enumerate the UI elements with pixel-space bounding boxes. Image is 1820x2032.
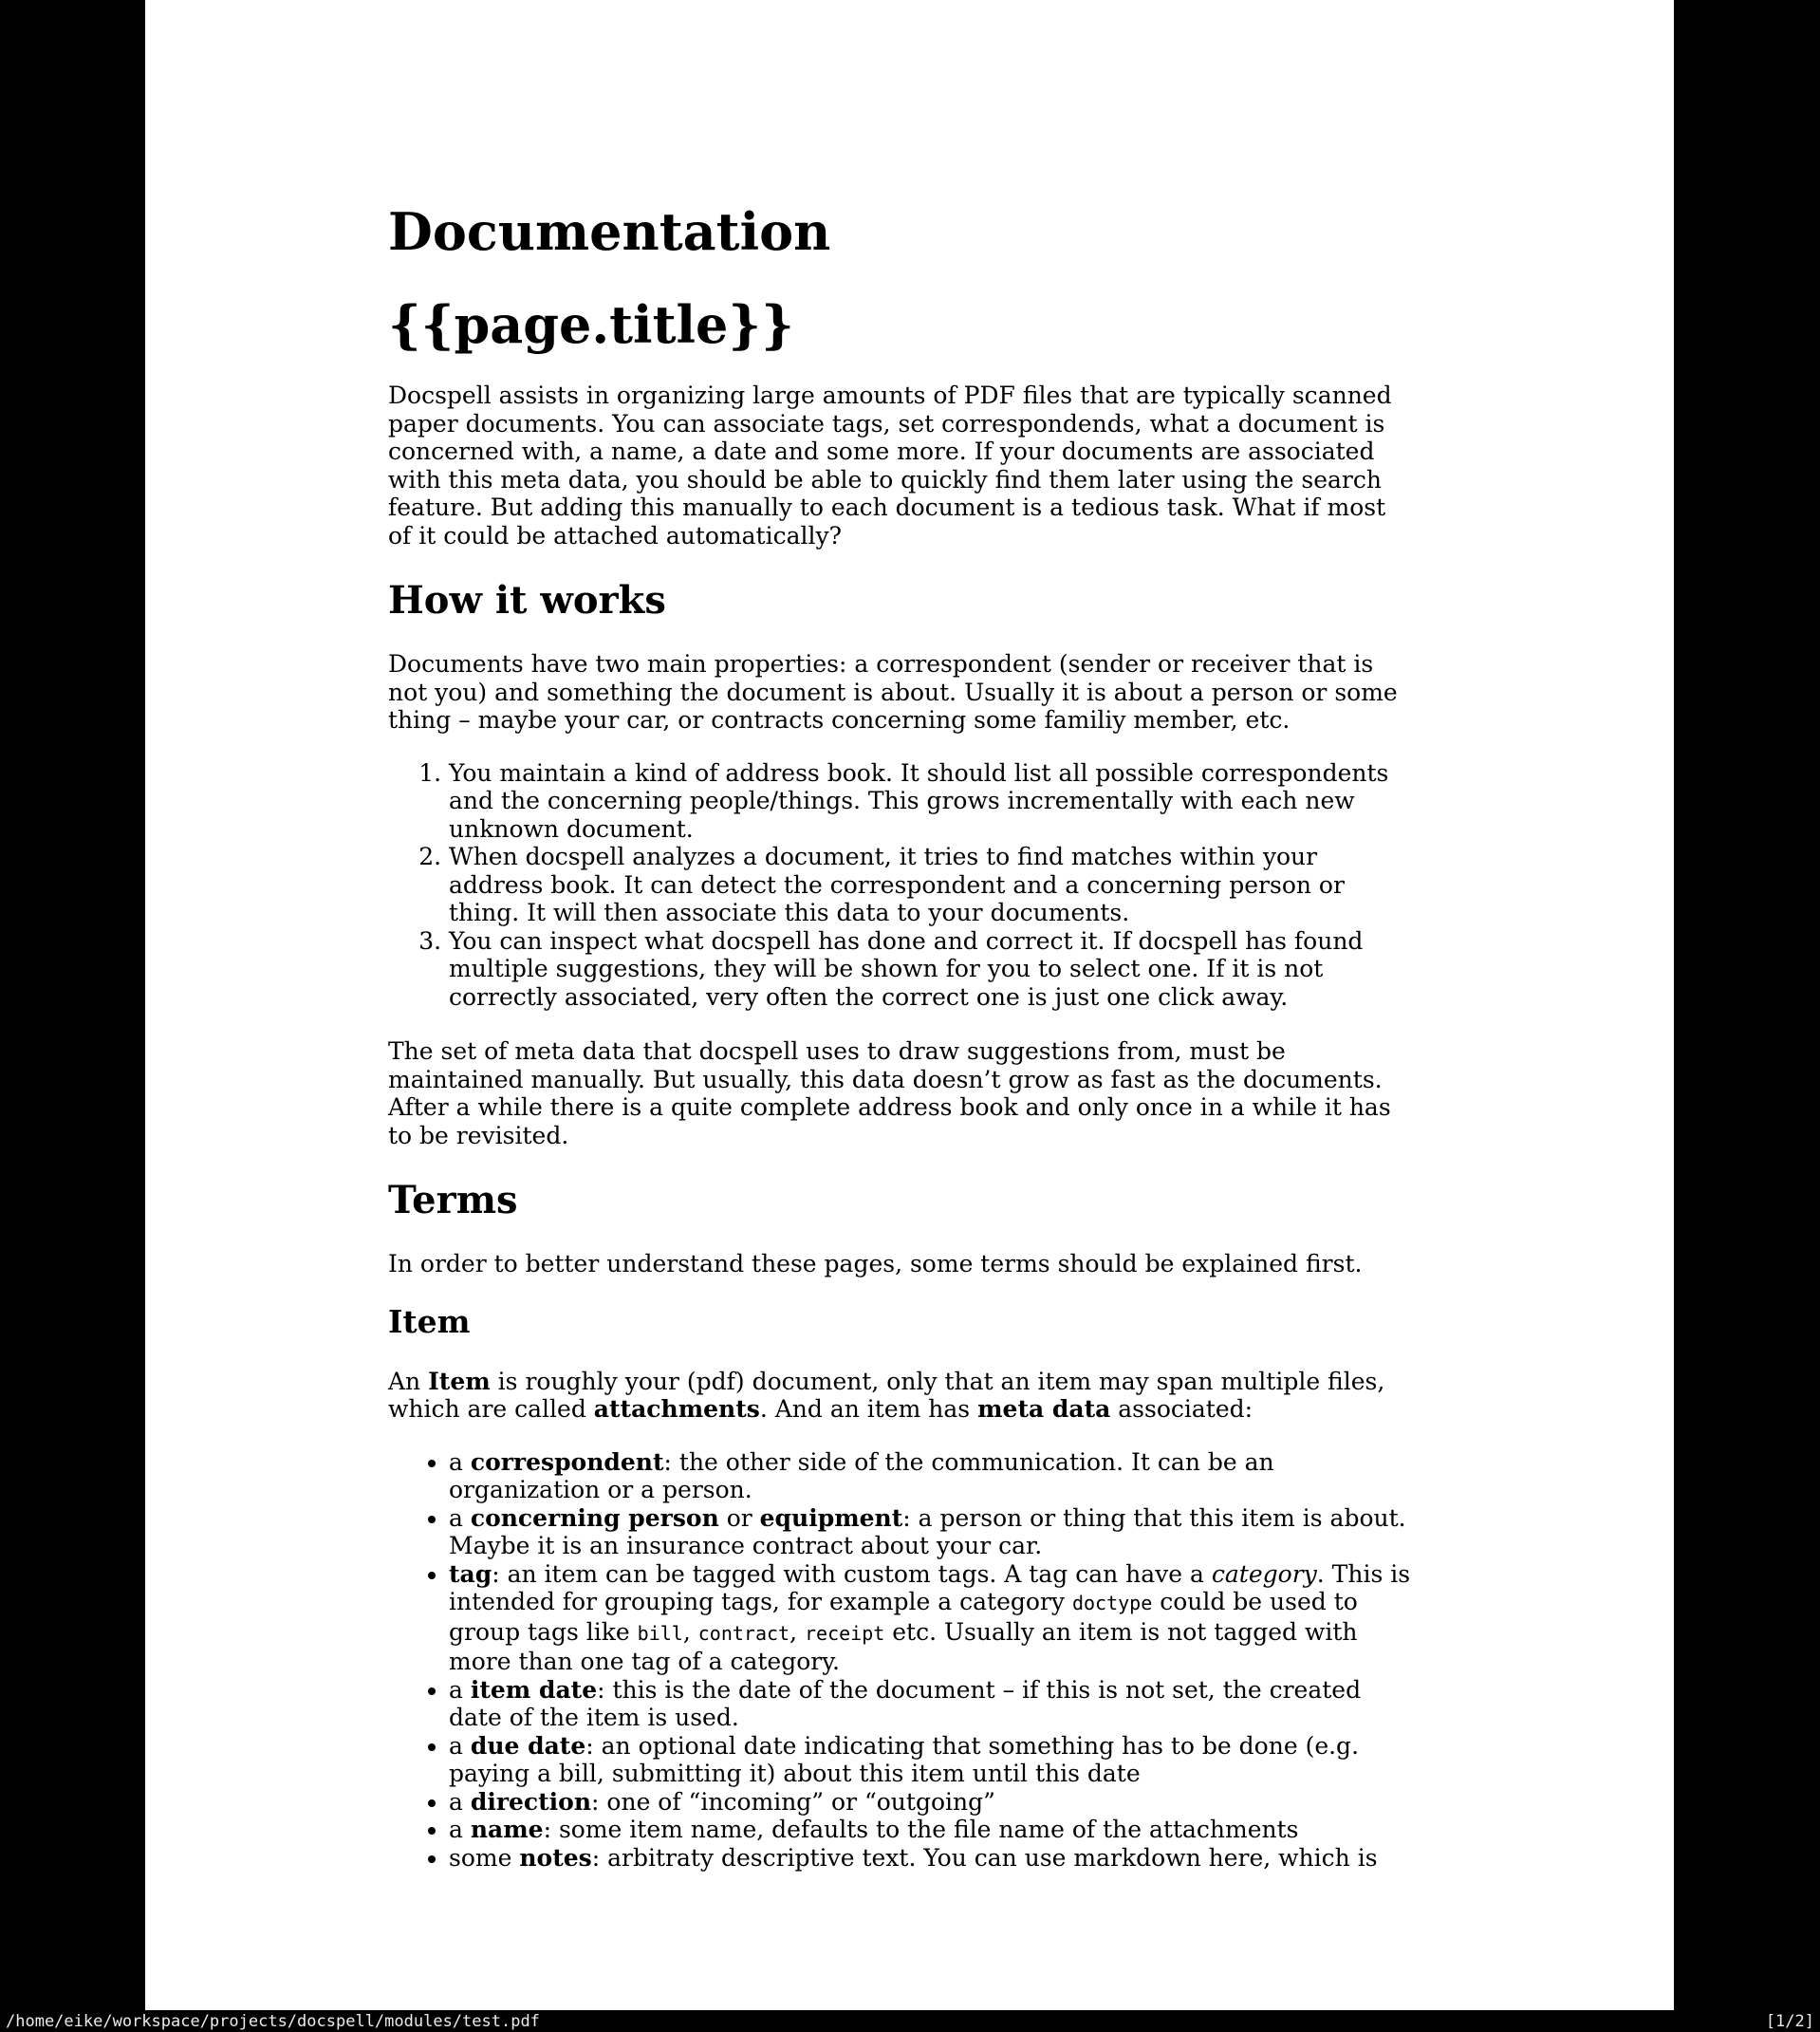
inline-code: doctype	[1071, 1592, 1153, 1614]
bold-text: notes	[519, 1843, 592, 1872]
text-run: Item	[388, 1302, 471, 1340]
text-run: Docspell assists in organizing large amounts of PDF files that are typically scanned paper documents. You can associate tags, set correspondends, what a document is concerned with, a name, a date and some more. If your documents are associated with this meta data, you should be able to quickly find them later using the search feature. But adding this manually to each document is a tedious task. What if most of it could be attached automatically?	[388, 382, 1392, 550]
bold-text: item date	[470, 1675, 598, 1704]
bold-text: meta data	[977, 1395, 1111, 1423]
document-content	[145, 0, 1413, 1872]
file-path: /home/eike/workspace/projects/docspell/modules/test.pdf	[6, 2011, 540, 2031]
text-run: : the other side of the communication. It can be an organization or a person.	[449, 1447, 1274, 1503]
page-indicator: [1/2]	[1765, 2011, 1814, 2031]
text-run: is roughly your (pdf) document, only that an item may span multiple files, which are called	[388, 1367, 1385, 1423]
bold-text: tag	[449, 1559, 492, 1588]
bullet-list	[388, 1448, 1413, 1873]
text-run: a	[449, 1447, 471, 1476]
inline-code: bill	[637, 1621, 683, 1645]
list-item	[449, 1504, 1413, 1560]
italic-text: category	[1211, 1559, 1317, 1588]
text-run: : an optional date indicating that something has to be done (e.g. paying a bill, submitting it) about this item until this date	[449, 1731, 1360, 1787]
list-item	[449, 1732, 1413, 1788]
pdf-page[interactable]	[145, 0, 1674, 2010]
text-run: Documentation	[388, 201, 831, 262]
paragraph	[388, 1250, 1413, 1278]
paragraph	[388, 1037, 1413, 1149]
list-item	[449, 1560, 1413, 1676]
list-item	[449, 1788, 1413, 1817]
bold-text: due date	[470, 1731, 586, 1760]
paragraph	[388, 382, 1413, 550]
text-run: You can inspect what docspell has done and correct it. If docspell has found multiple suggestions, they will be shown for you to select one. If it is not correctly associated, very often the correct one is just one click away.	[449, 926, 1364, 1011]
text-run: a	[449, 1675, 471, 1704]
text-run: . And an item has	[759, 1395, 978, 1423]
heading-2	[388, 578, 1413, 624]
text-run: In order to better understand these pages, some terms should be explained first.	[388, 1250, 1363, 1277]
list-item	[449, 927, 1413, 1012]
text-run: . This is intended for grouping tags, for example a category	[449, 1559, 1411, 1615]
text-run: could be used to group tags like	[449, 1588, 1358, 1646]
text-run: : one of “incoming” or “outgoing”	[591, 1787, 995, 1816]
text-run: {{page.title}}	[388, 294, 794, 355]
text-run: a	[449, 1787, 471, 1816]
paragraph	[388, 1368, 1413, 1424]
list-item	[449, 1448, 1413, 1504]
ordered-list	[388, 759, 1413, 1012]
text-run: How it works	[388, 578, 666, 623]
list-item	[449, 1676, 1413, 1732]
text-run: : an item can be tagged with custom tags. A tag can have a	[492, 1559, 1212, 1588]
bold-text: direction	[470, 1787, 592, 1816]
inline-code: contract	[697, 1621, 790, 1645]
text-run: a	[449, 1816, 471, 1843]
text-run: You maintain a kind of address book. It should list all possible correspondents and the concerning people/things. This grows incrementally with each new unknown document.	[449, 758, 1389, 843]
bold-text: correspondent	[470, 1447, 664, 1476]
text-run: ,	[682, 1617, 698, 1646]
bold-text: attachments	[593, 1395, 760, 1423]
list-item	[449, 1844, 1413, 1873]
text-run: : arbitraty descriptive text. You can use markdown here, which is	[591, 1843, 1378, 1872]
text-run: a	[449, 1503, 471, 1532]
heading-1	[388, 201, 1413, 262]
text-run: ,	[789, 1617, 805, 1646]
list-item	[449, 759, 1413, 844]
text-run: Terms	[388, 1178, 518, 1222]
bold-text: equipment	[759, 1503, 903, 1532]
text-run: a	[449, 1731, 471, 1760]
text-run: : some item name, defaults to the file name of the attachments	[543, 1816, 1299, 1843]
text-run: Documents have two main properties: a correspondent (sender or receiver that is not you) and something the document is about. Usually it is about a person or some thing – maybe your car, or contracts concerning some familiy member, etc.	[388, 650, 1398, 734]
heading-2	[388, 1178, 1413, 1223]
bold-text: Item	[428, 1367, 491, 1395]
text-run: associated:	[1110, 1395, 1254, 1423]
text-run: : this is the date of the document – if this is not set, the created date of the item is used.	[449, 1675, 1362, 1731]
bold-text: name	[470, 1816, 544, 1843]
text-run: The set of meta data that docspell uses to draw suggestions from, must be maintained manually. But usually, this data doesn’t grow as fast as the documents. After a while there is a quite complete address book and only once in a while it has to be revisited.	[388, 1037, 1391, 1149]
text-run: When docspell analyzes a document, it tries to find matches within your address book. It can detect the correspondent and a concerning person or thing. It will then associate this data to your documents.	[449, 843, 1345, 926]
text-run: An	[388, 1367, 429, 1395]
text-run: some	[449, 1843, 520, 1872]
text-run: etc. Usually an item is not tagged with more than one tag of a category.	[449, 1617, 1358, 1675]
heading-1	[388, 294, 1413, 355]
bold-text: concerning person	[470, 1503, 719, 1532]
text-run: : a person or thing that this item is about. Maybe it is an insurance contract about your car.	[449, 1503, 1406, 1559]
heading-3	[388, 1303, 1413, 1341]
paragraph	[388, 650, 1413, 735]
status-bar	[0, 2010, 1820, 2032]
list-item	[449, 843, 1413, 927]
inline-code: receipt	[804, 1621, 885, 1645]
text-run: or	[718, 1503, 760, 1532]
list-item	[449, 1816, 1413, 1844]
